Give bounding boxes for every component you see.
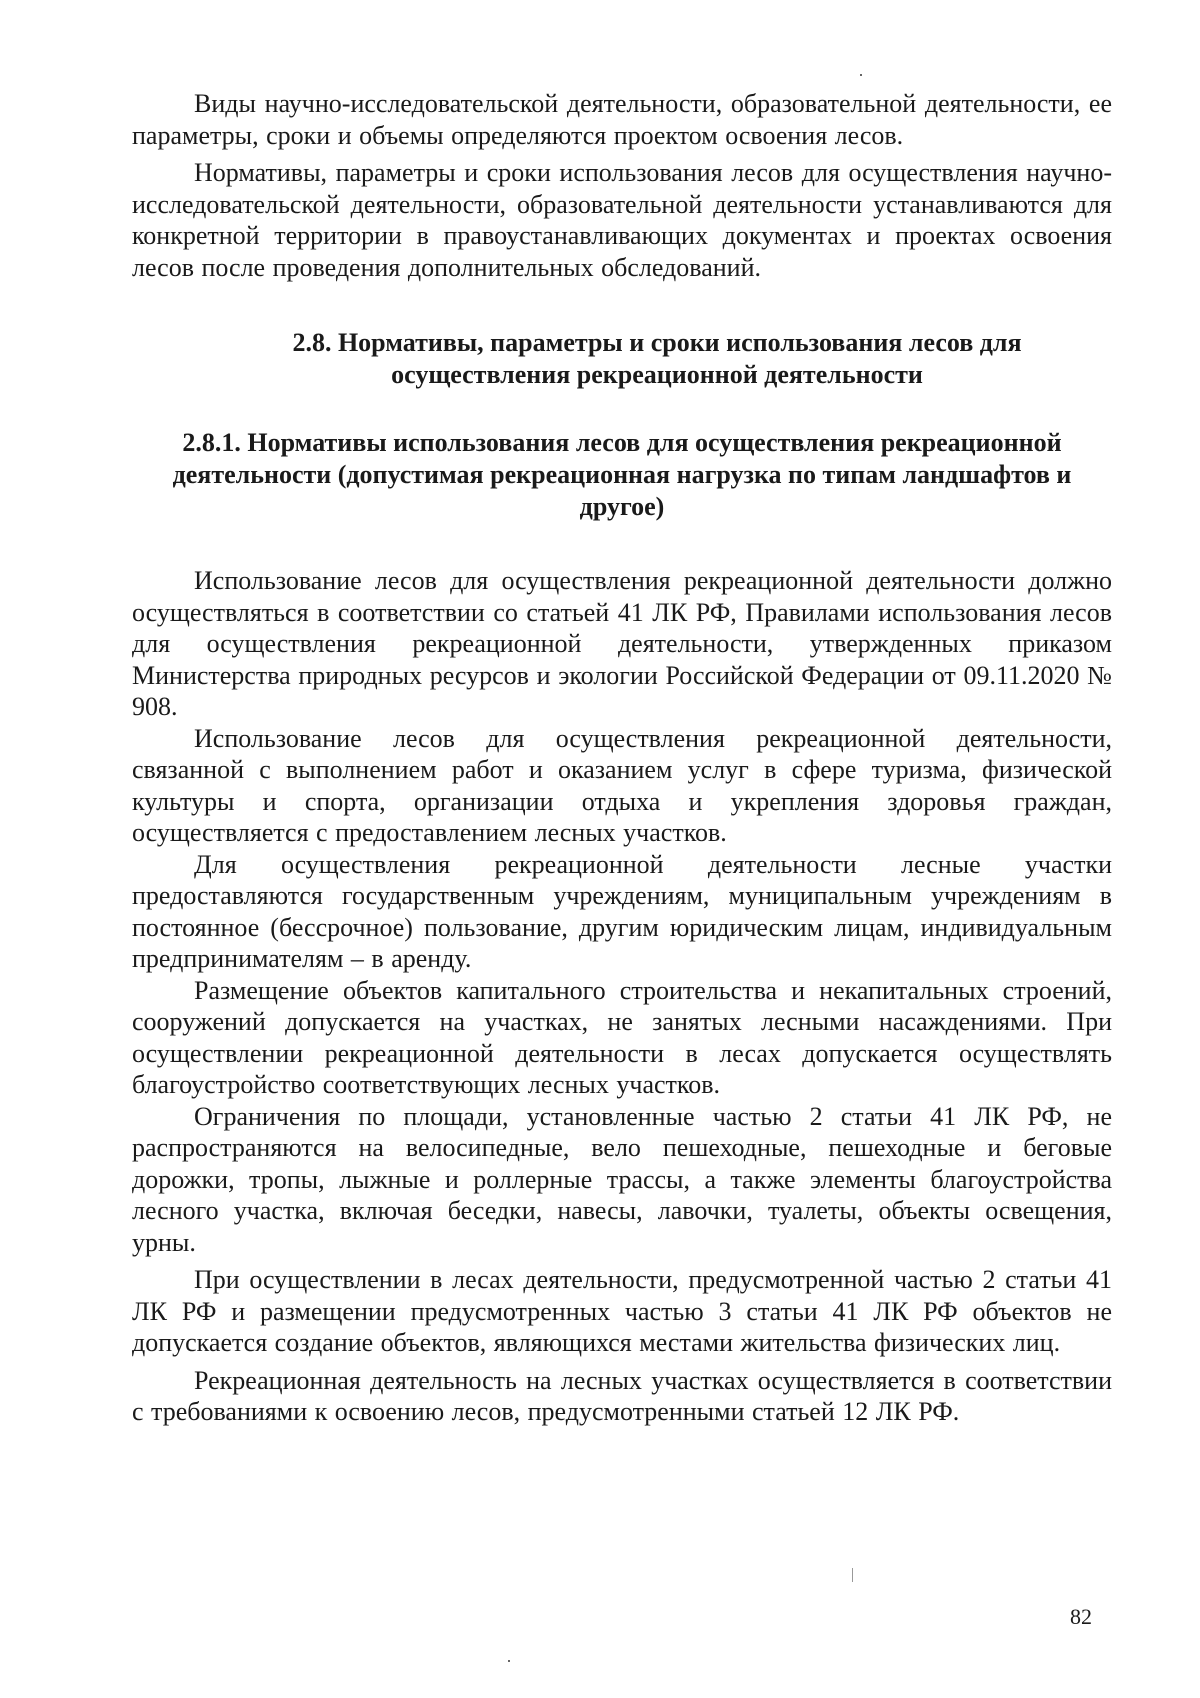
page-number: 82 (1070, 1604, 1092, 1629)
paragraph-article-41: Использование лесов для осуществления рекреационной деятельности должно осуществляться в соответствии со статьей 41 ЛК РФ, Правилами использования лесов для осуществления рекреационной деятельности, утвержденных приказом Министерства природных ресурсов и экологии Российской Федерации от 09.11.2020 № 908. (132, 566, 1112, 721)
section-heading-2-8: 2.8. Нормативы, параметры и сроки использования лесов для осуществления рекреационной деятельности (292, 328, 1022, 389)
scan-speck (860, 74, 862, 76)
paragraph-research-types: Виды научно-исследовательской деятельности, образовательной деятельности, ее параметры, сроки и объемы определяются проектом освоения лесов. (132, 89, 1112, 150)
paragraph-research-norms: Нормативы, параметры и сроки использования лесов для осуществления научно-исследовательской деятельности, образовательной деятельности устанавливаются для конкретной территории в правоустанавливающих документах и проектах освоения лесов после проведения дополнительных обследований. (132, 158, 1112, 282)
paragraph-area-limits: Ограничения по площади, установленные частью 2 статьи 41 ЛК РФ, не распространяются на велосипедные, вело пешеходные, пешеходные и беговые дорожки, тропы, лыжные и роллерные трассы, а также элементы благоустройства лесного участка, включая беседки, навесы, лавочки, туалеты, объекты освещения, урны. (132, 1101, 1112, 1257)
paragraph-tourism-use: Использование лесов для осуществления рекреационной деятельности, связанной с выполнением работ и оказанием услуг в сфере туризма, физической культуры и спорта, организации отдыха и укрепления здоровья граждан, осуществляется с предоставлением лесных участков. (132, 723, 1112, 847)
paragraph-construction: Размещение объектов капитального строительства и некапитальных строений, сооружений допускается на участках, не занятых лесными насаждениями. При осуществлении рекреационной деятельности в лесах допускается осуществлять благоустройство соответствующих лесных участков. (132, 975, 1112, 1099)
paragraph-article-12: Рекреационная деятельность на лесных участках осуществляется в соответствии с требованиями к освоению лесов, предусмотренными статьей 12 ЛК РФ. (132, 1365, 1112, 1426)
paragraph-land-provision: Для осуществления рекреационной деятельности лесные участки предоставляются государственным учреждениям, муниципальным учреждениям в постоянное (бессрочное) пользование, другим юридическим лицам, индивидуальным предпринимателям – в аренду. (132, 849, 1112, 973)
paragraph-residence-ban: При осуществлении в лесах деятельности, предусмотренной частью 2 статьи 41 ЛК РФ и размещении предусмотренных частью 3 статьи 41 ЛК РФ объектов не допускается создание объектов, являющихся местами жительства физических лиц. (132, 1265, 1112, 1357)
section-body (132, 565, 1112, 1428)
section-heading-2-8-1: 2.8.1. Нормативы использования лесов для осуществления рекреационной деятельности (допустимая рекреационная нагрузка по типам ландшафтов и другое) (172, 428, 1072, 521)
scan-speck (852, 1568, 853, 1582)
scan-speck (508, 1660, 510, 1662)
